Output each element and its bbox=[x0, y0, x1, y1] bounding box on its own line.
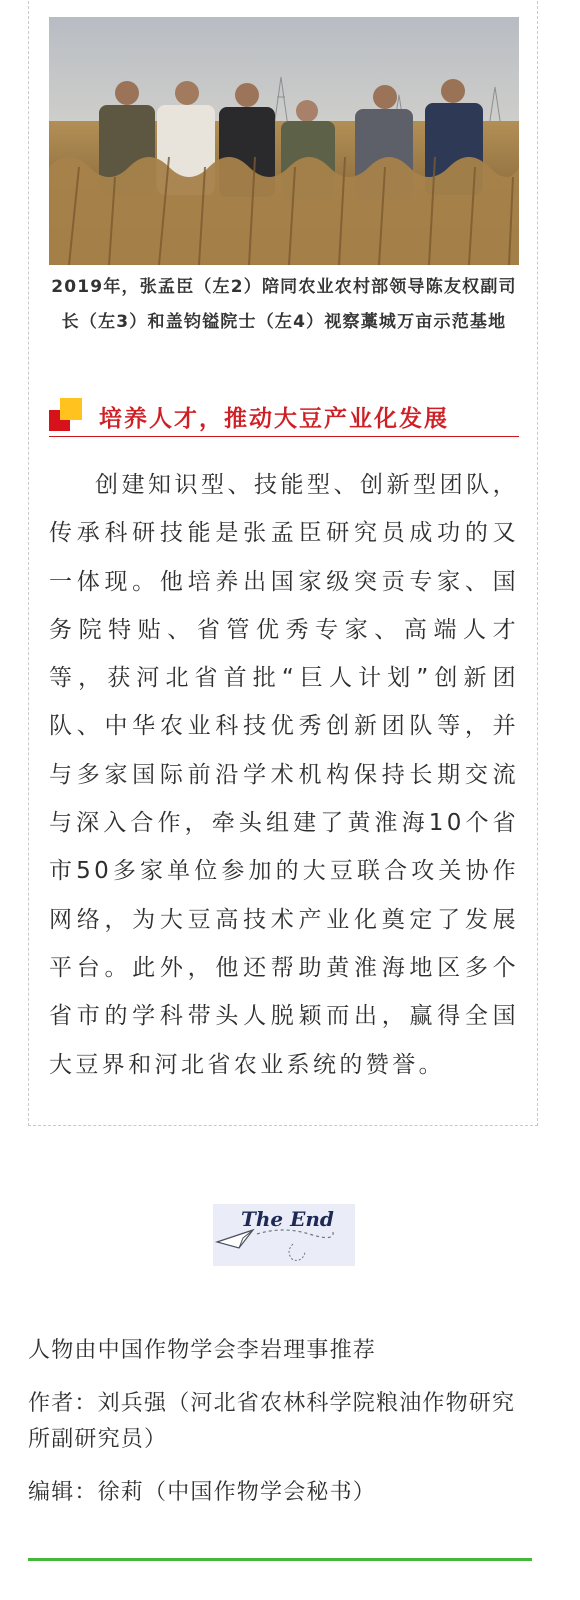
photo-caption: 2019年，张孟臣（左2）陪同农业农村部领导陈友权副司长（左3）和盖钧镒院士（左4）视察藁城万亩示范基地 bbox=[51, 277, 517, 332]
editor-line: 编辑：徐莉（中国作物学会秘书） bbox=[28, 1480, 377, 1505]
the-end-text: The End bbox=[241, 1207, 334, 1231]
photo-illustration bbox=[49, 17, 519, 265]
section-header bbox=[49, 396, 519, 437]
the-end-banner bbox=[213, 1204, 355, 1266]
article-paragraph: 创建知识型、技能型、创新型团队，传承科研技能是张孟臣研究员成功的又一体现。他培养出国家级突贡专家、国务院特贴、省管优秀专家、高端人才等，获河北省首批“巨人计划”创新团队、中华农业科技优秀创新团队等，并与多家国际前沿学术机构保持长期交流与深入合作，牵头组建了黄淮海10个省市50多家单位参加的大豆联合攻关协作网络，为大豆高技术产业化奠定了发展平台。此外，他还帮助黄淮海地区多个省市的学科带头人脱颖而出，赢得全国大豆界和河北省农业系统的赞誉。 bbox=[49, 472, 519, 1078]
author-line: 作者：刘兵强（河北省农林科学院粮油作物研究所副研究员） bbox=[28, 1391, 516, 1452]
section-title: 培养人才，推动大豆产业化发展 bbox=[99, 406, 449, 432]
green-divider bbox=[28, 1558, 532, 1561]
yellow-square-icon bbox=[60, 398, 82, 420]
field-group-photo bbox=[49, 17, 519, 265]
recommendation-line: 人物由中国作物学会李岩理事推荐 bbox=[28, 1338, 377, 1363]
